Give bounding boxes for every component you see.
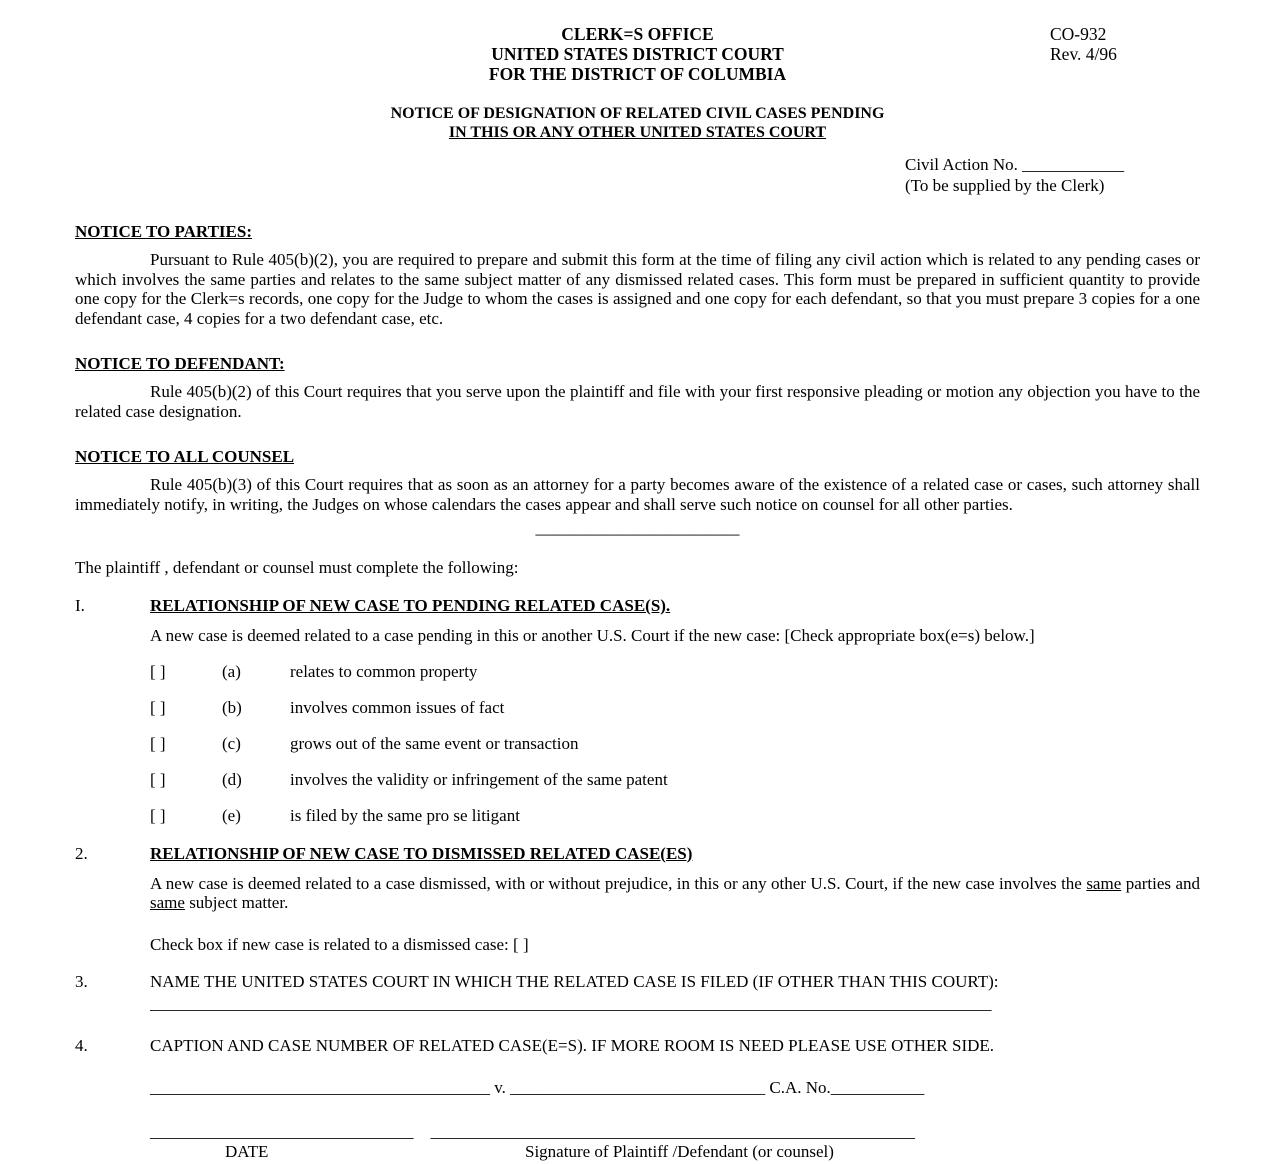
- section-4-heading: CAPTION AND CASE NUMBER OF RELATED CASE(E=S). IF MORE ROOM IS NEED PLEASE USE OTHER SIDE.: [150, 1036, 995, 1055]
- header-line-3: FOR THE DISTRICT OF COLUMBIA: [488, 64, 787, 84]
- date-label: DATE: [225, 1142, 269, 1161]
- lead-in-text: The plaintiff , defendant or counsel must complete the following:: [75, 558, 519, 577]
- section-2-body-part3: subject matter.: [184, 893, 289, 912]
- section-2-body-part2: parties and: [1121, 873, 1201, 893]
- section-2-same-1: same: [1086, 873, 1122, 893]
- option-letter-e: (e): [222, 805, 241, 825]
- checkbox-row-d[interactable]: [150, 770, 1200, 790]
- option-letter-b: (b): [222, 697, 242, 717]
- section-2-checkbox-line[interactable]: Check box if new case is related to a dismissed case: [ ]: [150, 934, 529, 954]
- notice-to-parties-heading: NOTICE TO PARTIES:: [75, 222, 253, 241]
- form-revision: Rev. 4/96: [1050, 44, 1117, 64]
- section-2-heading: RELATIONSHIP OF NEW CASE TO DISMISSED RELATED CASE(ES): [150, 843, 693, 863]
- form-meta: [1050, 24, 1200, 64]
- section-3-number: 3.: [75, 972, 88, 991]
- section-1-intro: A new case is deemed related to a case pending in this or another U.S. Court if the new case: [Check appropriate box(e=s) below.]: [150, 626, 1035, 645]
- option-desc-b: involves common issues of fact: [290, 697, 505, 717]
- section-2-number: 2.: [75, 843, 88, 863]
- checkbox-row-e[interactable]: [150, 806, 1200, 826]
- date-blank[interactable]: _______________________________: [150, 1122, 414, 1141]
- header-line-2: UNITED STATES DISTRICT COURT: [491, 44, 784, 64]
- section-1-heading: RELATIONSHIP OF NEW CASE TO PENDING RELATED CASE(S).: [150, 596, 671, 615]
- civil-action-block: [75, 154, 1200, 196]
- title-line-1: NOTICE OF DESIGNATION OF RELATED CIVIL CASES PENDING: [390, 105, 885, 122]
- section-1: [75, 596, 1200, 616]
- notice-to-defendant-body: Rule 405(b)(2) of this Court requires that you serve upon the plaintiff and file with your first responsive pleading or motion any objection you have to the related case designation.: [75, 382, 1200, 421]
- section-4-caption-blank[interactable]: ________________________________________ v. ______________________________ C.A. No.___________: [150, 1078, 925, 1097]
- checkbox-d[interactable]: [ ]: [150, 769, 166, 789]
- document-content: [75, 24, 1200, 1164]
- notice-to-parties-body: Pursuant to Rule 405(b)(2), you are required to prepare and submit this form at the time of filing any civil action which is related to any pending cases or which involves the same parties and relates to the same subject matter of any dismissed related cases. This form must be prepared in sufficient quantity to provide one copy for the Clerk=s records, one copy for the Judge to whom the cases is assigned and one copy for each defendant, so that you must prepare 3 copies for a one defendant case, 4 copies for a two defendant case, etc.: [75, 250, 1200, 328]
- section-4: [75, 1036, 1200, 1056]
- checkbox-a[interactable]: [ ]: [150, 661, 166, 681]
- option-desc-d: involves the validity or infringement of the same patent: [290, 769, 668, 789]
- notice-to-counsel-heading: NOTICE TO ALL COUNSEL: [75, 447, 295, 466]
- form-number: CO-932: [1050, 24, 1107, 44]
- section-3: [75, 972, 1200, 992]
- notice-to-counsel-body: Rule 405(b)(3) of this Court requires that as soon as an attorney for a party becomes aware of the existence of a related case or cases, such attorney shall immediately notify, in writing, the Judges on whose calendars the cases appear and shall serve such notice on counsel for all other parties.: [75, 475, 1200, 514]
- signature-labels: [150, 1142, 1200, 1164]
- checkbox-e[interactable]: [ ]: [150, 805, 166, 825]
- section-3-heading: NAME THE UNITED STATES COURT IN WHICH THE RELATED CASE IS FILED (IF OTHER THAN THIS COURT):: [150, 972, 999, 991]
- section-4-number: 4.: [75, 1036, 88, 1055]
- checkbox-row-b[interactable]: [150, 698, 1200, 718]
- title-line-2: IN THIS OR ANY OTHER UNITED STATES COURT: [448, 124, 827, 141]
- notice-to-defendant-heading: NOTICE TO DEFENDANT:: [75, 354, 285, 373]
- document-title: [75, 104, 1200, 142]
- signature-blank[interactable]: _________________________________________________________: [430, 1122, 915, 1141]
- option-letter-d: (d): [222, 769, 242, 789]
- document-header: [75, 24, 1200, 84]
- signature-blanks: [150, 1122, 1200, 1142]
- section-2-body-part1: A new case is deemed related to a case dismissed, with or without prejudice, in this or any other U.S. Court, if the new case involves the: [150, 873, 1087, 893]
- civil-action-number: Civil Action No. ____________: [905, 155, 1125, 174]
- section-2: [75, 844, 1200, 864]
- checkbox-c[interactable]: [ ]: [150, 733, 166, 753]
- option-desc-c: grows out of the same event or transaction: [290, 733, 579, 753]
- option-desc-a: relates to common property: [290, 661, 478, 681]
- section-2-same-2: same: [150, 893, 185, 912]
- signature-label: Signature of Plaintiff /Defendant (or counsel): [525, 1142, 834, 1161]
- civil-action-note: (To be supplied by the Clerk): [905, 176, 1105, 195]
- option-letter-a: (a): [222, 661, 241, 681]
- section-1-number: I.: [75, 596, 85, 615]
- option-letter-c: (c): [222, 733, 241, 753]
- section-2-body: [150, 874, 1200, 913]
- checkbox-row-c[interactable]: [150, 734, 1200, 754]
- section-3-answer-blank[interactable]: ___________________________________________________________________________________________________: [150, 994, 992, 1013]
- header-line-1: CLERK=S OFFICE: [561, 24, 714, 44]
- section-divider: ————————————: [535, 524, 740, 543]
- checkbox-row-a[interactable]: [150, 662, 1200, 682]
- checkbox-b[interactable]: [ ]: [150, 697, 166, 717]
- option-desc-e: is filed by the same pro se litigant: [290, 805, 520, 825]
